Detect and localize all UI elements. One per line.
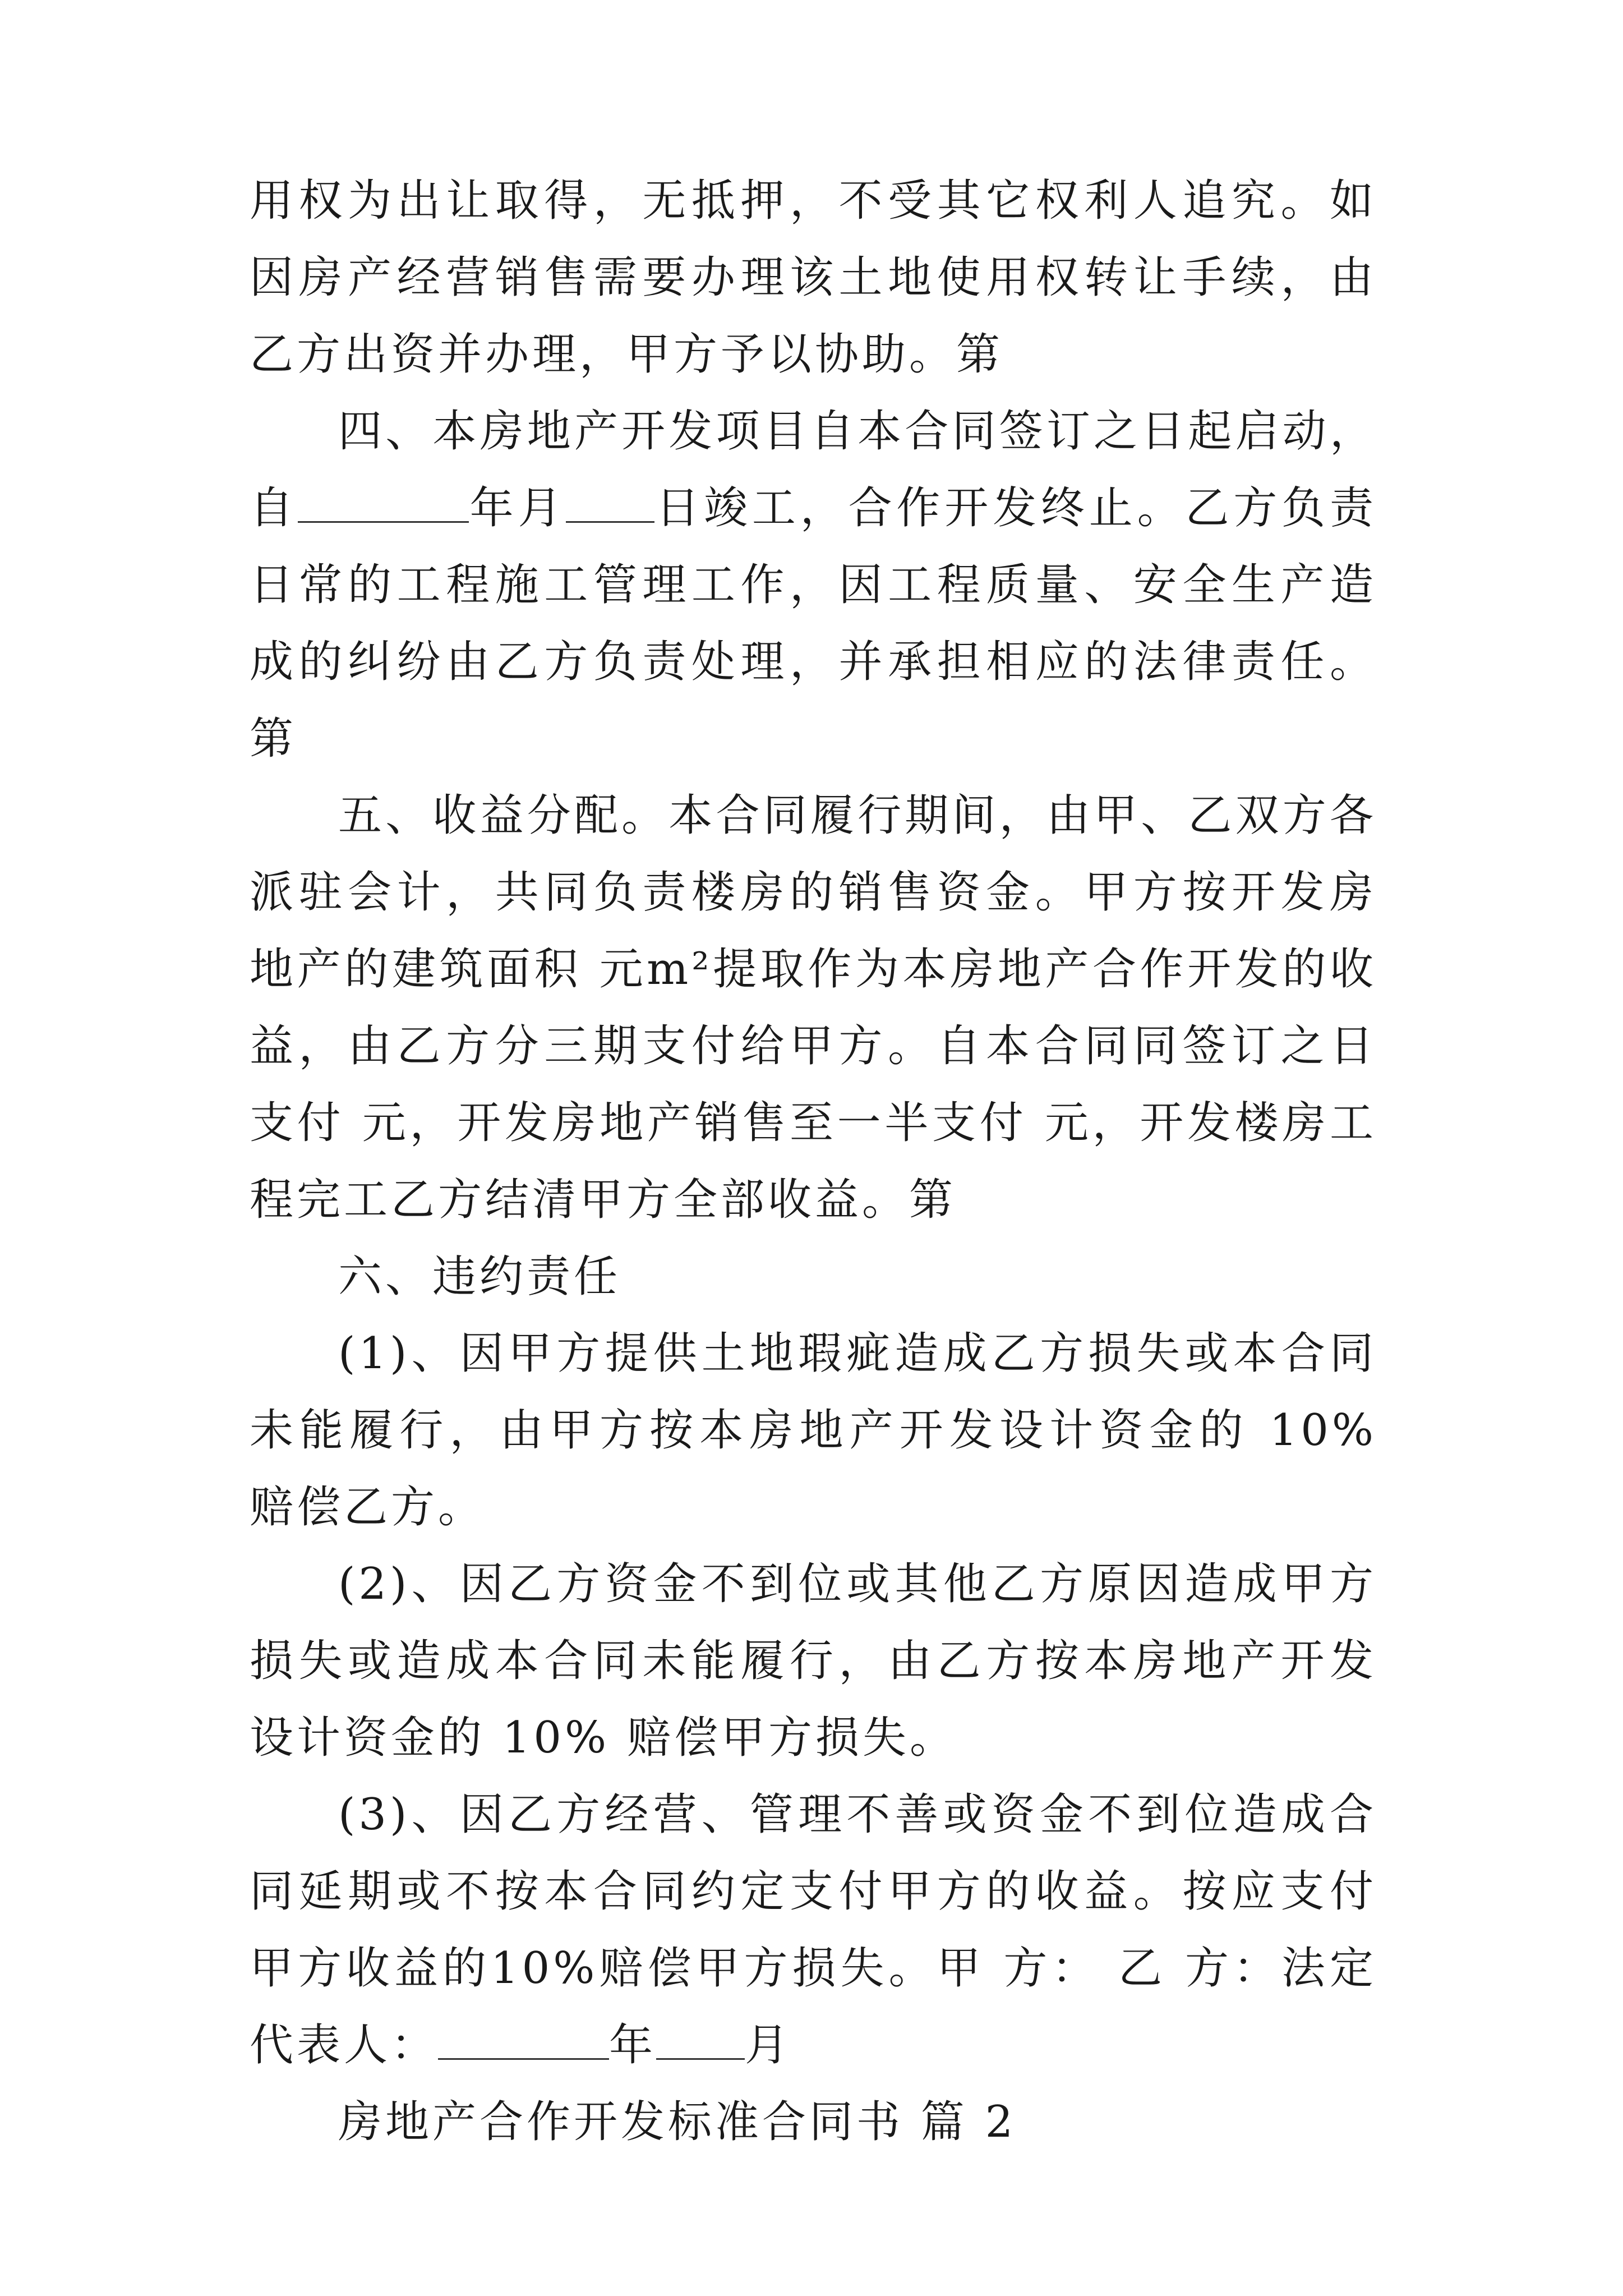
paragraph-next-section-title: 房地产合作开发标准合同书 篇 2 — [338, 2097, 1017, 2147]
paragraph-land-use: 用权为出让取得，无抵押，不受其它权利人追究。如因房产经营销售需要办理该土地使用权转让手续，由乙方出资并办理，甲方予以协助。第 — [250, 176, 1377, 380]
clause-four-rest: 日竣工，合作开发终止。乙方负责日常的工程施工管理工作，因工程质量、安全生产造成的纠纷由乙方负责处理，并承担相应的法律责任。第 — [250, 483, 1377, 764]
blank-representative-line — [438, 2023, 609, 2060]
paragraph-clause-four — [250, 393, 1377, 777]
breach-3-month-label: 月 — [745, 2020, 792, 2070]
paragraph-breach-3 — [250, 1777, 1377, 2084]
breach-3-text: (3)、因乙方经营、管理不善或资金不到位造成合同延期或不按本合同约定支付甲方的收益。按应支付甲方收益的10%赔偿甲方损失。甲 方： 乙 方：法定代表人： — [250, 1789, 1377, 2070]
paragraph-breach-2: (2)、因乙方资金不到位或其他乙方原因造成甲方损失或造成本合同未能履行，由乙方按本房地产开发设计资金的 10% 赔偿甲方损失。 — [250, 1559, 1377, 1763]
paragraph-breach-1: (1)、因甲方提供土地瑕疵造成乙方损失或本合同未能履行，由甲方按本房地产开发设计资金的 10% 赔偿乙方。 — [250, 1328, 1377, 1533]
breach-3-year-label: 年 — [609, 2020, 657, 2070]
document-body — [250, 163, 1377, 2161]
blank-year-line — [298, 486, 469, 523]
clause-four-date-label: 年月 — [468, 483, 566, 533]
clause-four-start: 四、本房地产开发项目自本合同签订之日起启动，自 — [250, 406, 1377, 533]
paragraph-clause-six-heading: 六、违约责任 — [338, 1251, 621, 1302]
blank-day-line — [566, 486, 654, 523]
blank-month-line — [656, 2023, 745, 2060]
paragraph-clause-five: 五、收益分配。本合同履行期间，由甲、乙双方各派驻会计，共同负责楼房的销售资金。甲方按开发房地产的建筑面积 元m²提取作为本房地产合作开发的收益，由乙方分三期支付给甲方。自本合同同签订之日支付 元，开发房地产销售至一半支付 元，开发楼房工程完工乙方结清甲方全部收益。第 — [250, 790, 1377, 1225]
